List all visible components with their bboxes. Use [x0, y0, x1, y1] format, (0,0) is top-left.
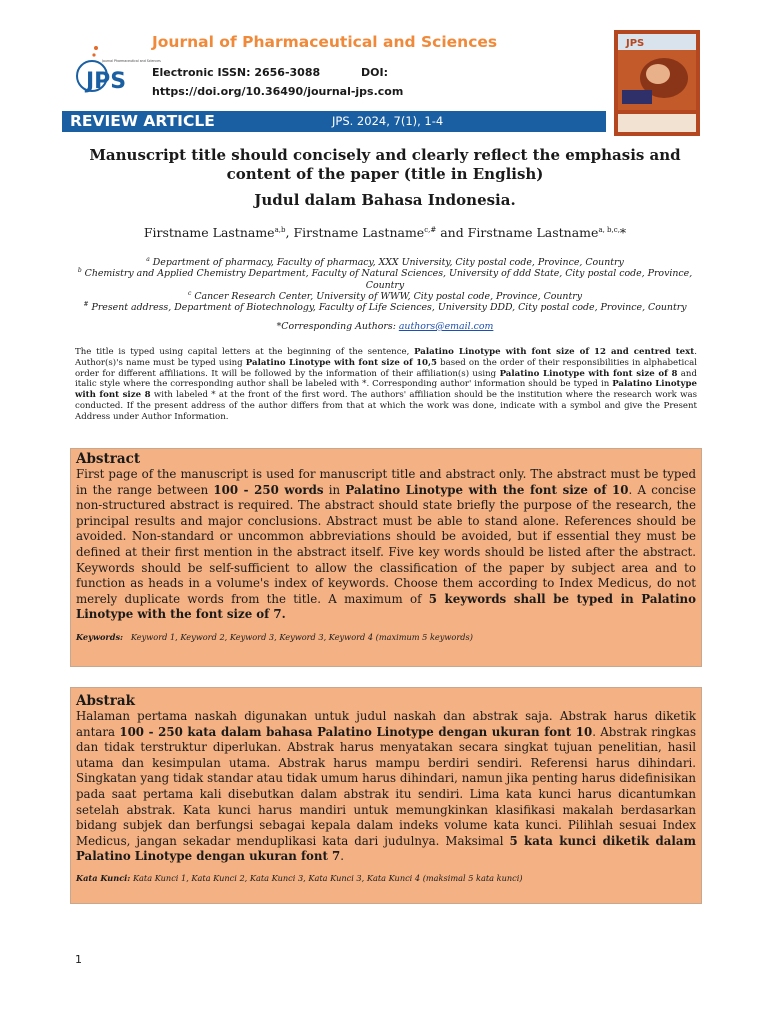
- logo-small-text: Journal Pharmaceutical and Sciences: [102, 59, 161, 63]
- author-separator: and: [436, 225, 468, 240]
- author-name: Firstname Lastname: [467, 225, 599, 240]
- abstract-bold: 5 keywords shall be typed in Palatino Linotype with the font size of 7.: [76, 591, 696, 622]
- citation: JPS. 2024, 7(1), 1-4: [332, 114, 444, 128]
- logo-text: JPS: [86, 69, 127, 94]
- abstract-text: First page of the manuscript is used for manuscript title and abstract only. The abstract must be typed in the range between: [76, 467, 696, 497]
- abstrak-bold: 100 - 250 kata dalam bahasa Palatino Linotype dengan ukuran font 10: [119, 724, 593, 739]
- abstract-text: . A concise non-structured abstract is required. The abstract should state briefly the purpose of the research, the principal results and major conclusions. Abstract must be able to stand alone. References should be avoided. Non-standard or uncommon abbreviations should be avoided, but if essential they must be defined at their first mention in the abstract itself. Five key words should be listed after the abstract. Keywords should be self-sufficient to allow the classification of the paper by subject area and to function as heads in a volume's index of keywords. Choose them according to Index Medicus, do not merely duplicate words from the title. A maximum of: [76, 482, 696, 606]
- instr-text: The title is typed using capital letters at the beginning of the sentence,: [75, 347, 415, 357]
- author-affil-sup: a, b,c,: [598, 225, 620, 234]
- instr-text: with labeled * at the front of the first word. The authors' affiliation should be the institution where the research work was conducted. If the present address of the author differs from that at which the work was done, indicate with a symbol and give the Present Address under Author Information.: [75, 390, 697, 422]
- author-instructions: [75, 347, 697, 423]
- affil-sup: c: [187, 290, 192, 297]
- affil-text: Present address, Department of Biotechnology, Faculty of Life Sciences, University DDD, City postal code, Province, Country: [91, 302, 687, 314]
- doi-label: DOI:: [361, 66, 388, 79]
- corresponding-author: [70, 321, 700, 333]
- corresponding-label: *Corresponding Authors:: [276, 321, 399, 332]
- instr-bold: Palatino Linotype with font size of 8: [499, 368, 678, 379]
- author-affil-sup: c,#: [424, 225, 437, 234]
- abstract-bold: Palatino Linotype with the font size of 10: [345, 482, 629, 497]
- kata-kunci-line: [76, 873, 696, 883]
- affil-text: Cancer Research Center, University of WWW, City postal code, Province, Country: [194, 291, 583, 303]
- keywords-line: [76, 632, 696, 642]
- manuscript-title: Manuscript title should concisely and clearly reflect the emphasis and content of the paper (title in English): [89, 146, 681, 183]
- kata-kunci-label: Kata Kunci:: [76, 872, 131, 883]
- cover-title: JPS: [626, 38, 645, 49]
- affil-sup: b: [77, 267, 82, 274]
- affil-sup: a: [146, 256, 150, 263]
- author-name: Firstname Lastname: [293, 225, 425, 240]
- author-name: Firstname Lastname: [143, 225, 275, 240]
- journal-logo: [72, 40, 161, 102]
- abstrak-text: Halaman pertama naskah digunakan untuk judul naskah dan abstrak saja. Abstrak harus diketik antara: [76, 709, 696, 739]
- abstract-heading: Abstract: [76, 451, 141, 467]
- abstract-text: in: [323, 482, 346, 497]
- manuscript-title-indonesian: Judul dalam Bahasa Indonesia.: [254, 191, 516, 209]
- abstrak-body: [76, 709, 696, 865]
- abstrak-box: [70, 687, 702, 904]
- abstrak-bold: 5 kata kunci diketik dalam Palatino Linotype dengan ukuran font 7: [76, 833, 696, 864]
- keywords-label: Keywords:: [76, 631, 124, 642]
- corresponding-star: *: [619, 225, 627, 240]
- kata-kunci-text: Kata Kunci 1, Kata Kunci 2, Kata Kunci 3, Kata Kunci 3, Kata Kunci 4 (maksimal 5 kata kunci): [132, 872, 523, 883]
- journal-cover-image: [614, 30, 700, 136]
- corresponding-email-link[interactable]: authors@email.com: [398, 321, 494, 332]
- affil-text: Chemistry and Applied Chemistry Department, Faculty of Natural Sciences, University of ddd State, City postal code, Province, Country: [84, 268, 693, 291]
- abstrak-text: .: [340, 849, 345, 864]
- instr-bold: Palatino Linotype with font size of 10,5: [245, 357, 438, 368]
- instr-text: . Author(s)'s name must be typed using: [75, 347, 697, 368]
- author-separator: ,: [285, 225, 294, 240]
- abstract-body: [76, 467, 696, 623]
- affiliation-present: [70, 299, 700, 314]
- author-list: [70, 225, 700, 240]
- instr-bold: Palatino Linotype with font size 8: [75, 379, 697, 401]
- abstract-box: [70, 448, 702, 667]
- author-affil-sup: a,b: [274, 225, 286, 234]
- article-type-label: REVIEW ARTICLE: [70, 112, 215, 130]
- abstract-bold: 100 - 250 words: [213, 482, 324, 497]
- affil-sup: #: [83, 301, 89, 308]
- instr-text: based on the order of their responsibilities in alphabetical order for different affiliations. It will be followed by the information of their affiliation(s) using: [75, 357, 697, 379]
- doi-url[interactable]: https://doi.org/10.36490/journal-jps.com: [152, 85, 404, 98]
- instr-bold: Palatino Linotype with font size of 12 and centred text: [414, 347, 695, 357]
- journal-title: Journal of Pharmaceutical and Sciences: [152, 33, 498, 51]
- abstrak-text: . Abstrak ringkas dan tidak terstruktur diperlukan. Abstrak harus menyatakan secara singkat tujuan penelitian, hasil utama dan kesimpulan utama. Abstrak harus mampu berdiri sendiri. Referensi harus dihindari. Singkatan yang tidak standar atau tidak umum harus dihindari, namun jika penting harus didefinisikan pada saat pertama kali disebutkan dalam abstrak itu sendiri. Lima kata kunci harus dicantumkan setelah abstrak. Kata kunci harus mandiri untuk memungkinkan klasifikasi makalah berdasarkan bidang subjek dan berfungsi sebagai kepala dalam indeks volume kata kunci. Pilihlah sesuai Index Medicus, jangan sekadar menduplikasi kata dari judulnya. Maksimal: [76, 724, 697, 848]
- page-number: 1: [75, 953, 82, 966]
- affil-text: Department of pharmacy, Faculty of pharmacy, XXX University, City postal code, Province, Country: [152, 257, 624, 269]
- keywords-text: Keyword 1, Keyword 2, Keyword 3, Keyword 3, Keyword 4 (maximum 5 keywords): [130, 631, 473, 642]
- issn: Electronic ISSN: 2656-3088: [152, 66, 321, 79]
- abstrak-heading: Abstrak: [76, 693, 135, 709]
- instr-text: and italic style where the corresponding author shall be labeled with *. Corresponding author' information should be typed in: [75, 368, 697, 390]
